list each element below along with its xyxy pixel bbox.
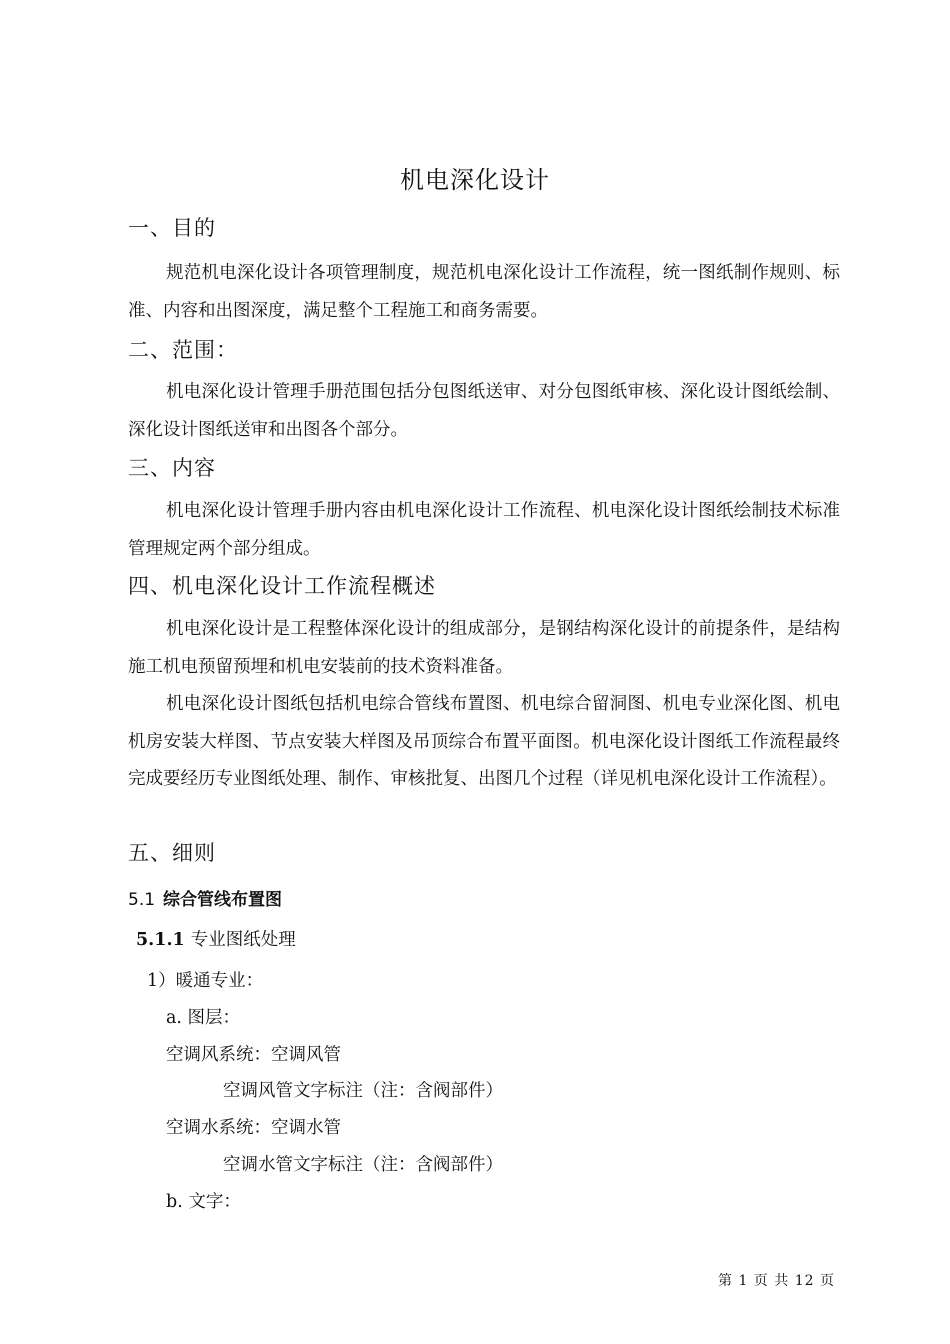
list-item-hvac: 1）暖通专业： xyxy=(147,971,264,991)
section-heading-content: 三、内容 xyxy=(128,456,216,480)
subsubsection-heading xyxy=(136,926,296,951)
section-heading-overview: 四、机电深化设计工作流程概述 xyxy=(128,574,436,598)
section-heading-purpose: 一、目的 xyxy=(128,216,216,240)
list-item-water-system: 空调水系统：空调水管 xyxy=(166,1118,341,1138)
paragraph-content: 机电深化设计管理手册内容由机电深化设计工作流程、机电深化设计图纸绘制技术标准管理规定两个部分组成。 xyxy=(128,501,840,559)
list-item-layers: a. 图层： xyxy=(166,1008,241,1028)
subsection-heading xyxy=(128,885,282,910)
list-item-air-system: 空调风系统：空调风管 xyxy=(166,1045,341,1065)
subsubsection-title: 专业图纸处理 xyxy=(190,930,296,950)
paragraph-overview-1: 机电深化设计是工程整体深化设计的组成部分，是钢结构深化设计的前提条件，是结构施工机电预留预埋和机电安装前的技术资料准备。 xyxy=(128,619,840,677)
list-item-air-note: 空调风管文字标注（注：含阀部件） xyxy=(223,1081,503,1101)
section-heading-details: 五、细则 xyxy=(128,841,216,865)
list-item-text: b. 文字： xyxy=(166,1192,241,1212)
subsubsection-number: 5.1.1 xyxy=(136,930,185,950)
paragraph-overview-2: 机电深化设计图纸包括机电综合管线布置图、机电综合留洞图、机电专业深化图、机电机房安装大样图、节点安装大样图及吊顶综合布置平面图。机电深化设计图纸工作流程最终完成要经历专业图纸处理、制作、审核批复、出图几个过程（详见机电深化设计工作流程）。 xyxy=(128,694,840,789)
subsection-number: 5.1 xyxy=(128,890,156,910)
paragraph-scope: 机电深化设计管理手册范围包括分包图纸送审、对分包图纸审核、深化设计图纸绘制、深化设计图纸送审和出图各个部分。 xyxy=(128,382,840,440)
paragraph-purpose: 规范机电深化设计各项管理制度，规范机电深化设计工作流程，统一图纸制作规则、标准、内容和出图深度，满足整个工程施工和商务需要。 xyxy=(128,263,840,321)
page-number-footer: 第 1 页 共 12 页 xyxy=(718,1273,835,1289)
subsection-title: 综合管线布置图 xyxy=(163,890,283,910)
page-title: 机电深化设计 xyxy=(400,166,550,194)
section-heading-scope: 二、范围： xyxy=(128,338,238,362)
list-item-water-note: 空调水管文字标注（注：含阀部件） xyxy=(223,1155,503,1175)
